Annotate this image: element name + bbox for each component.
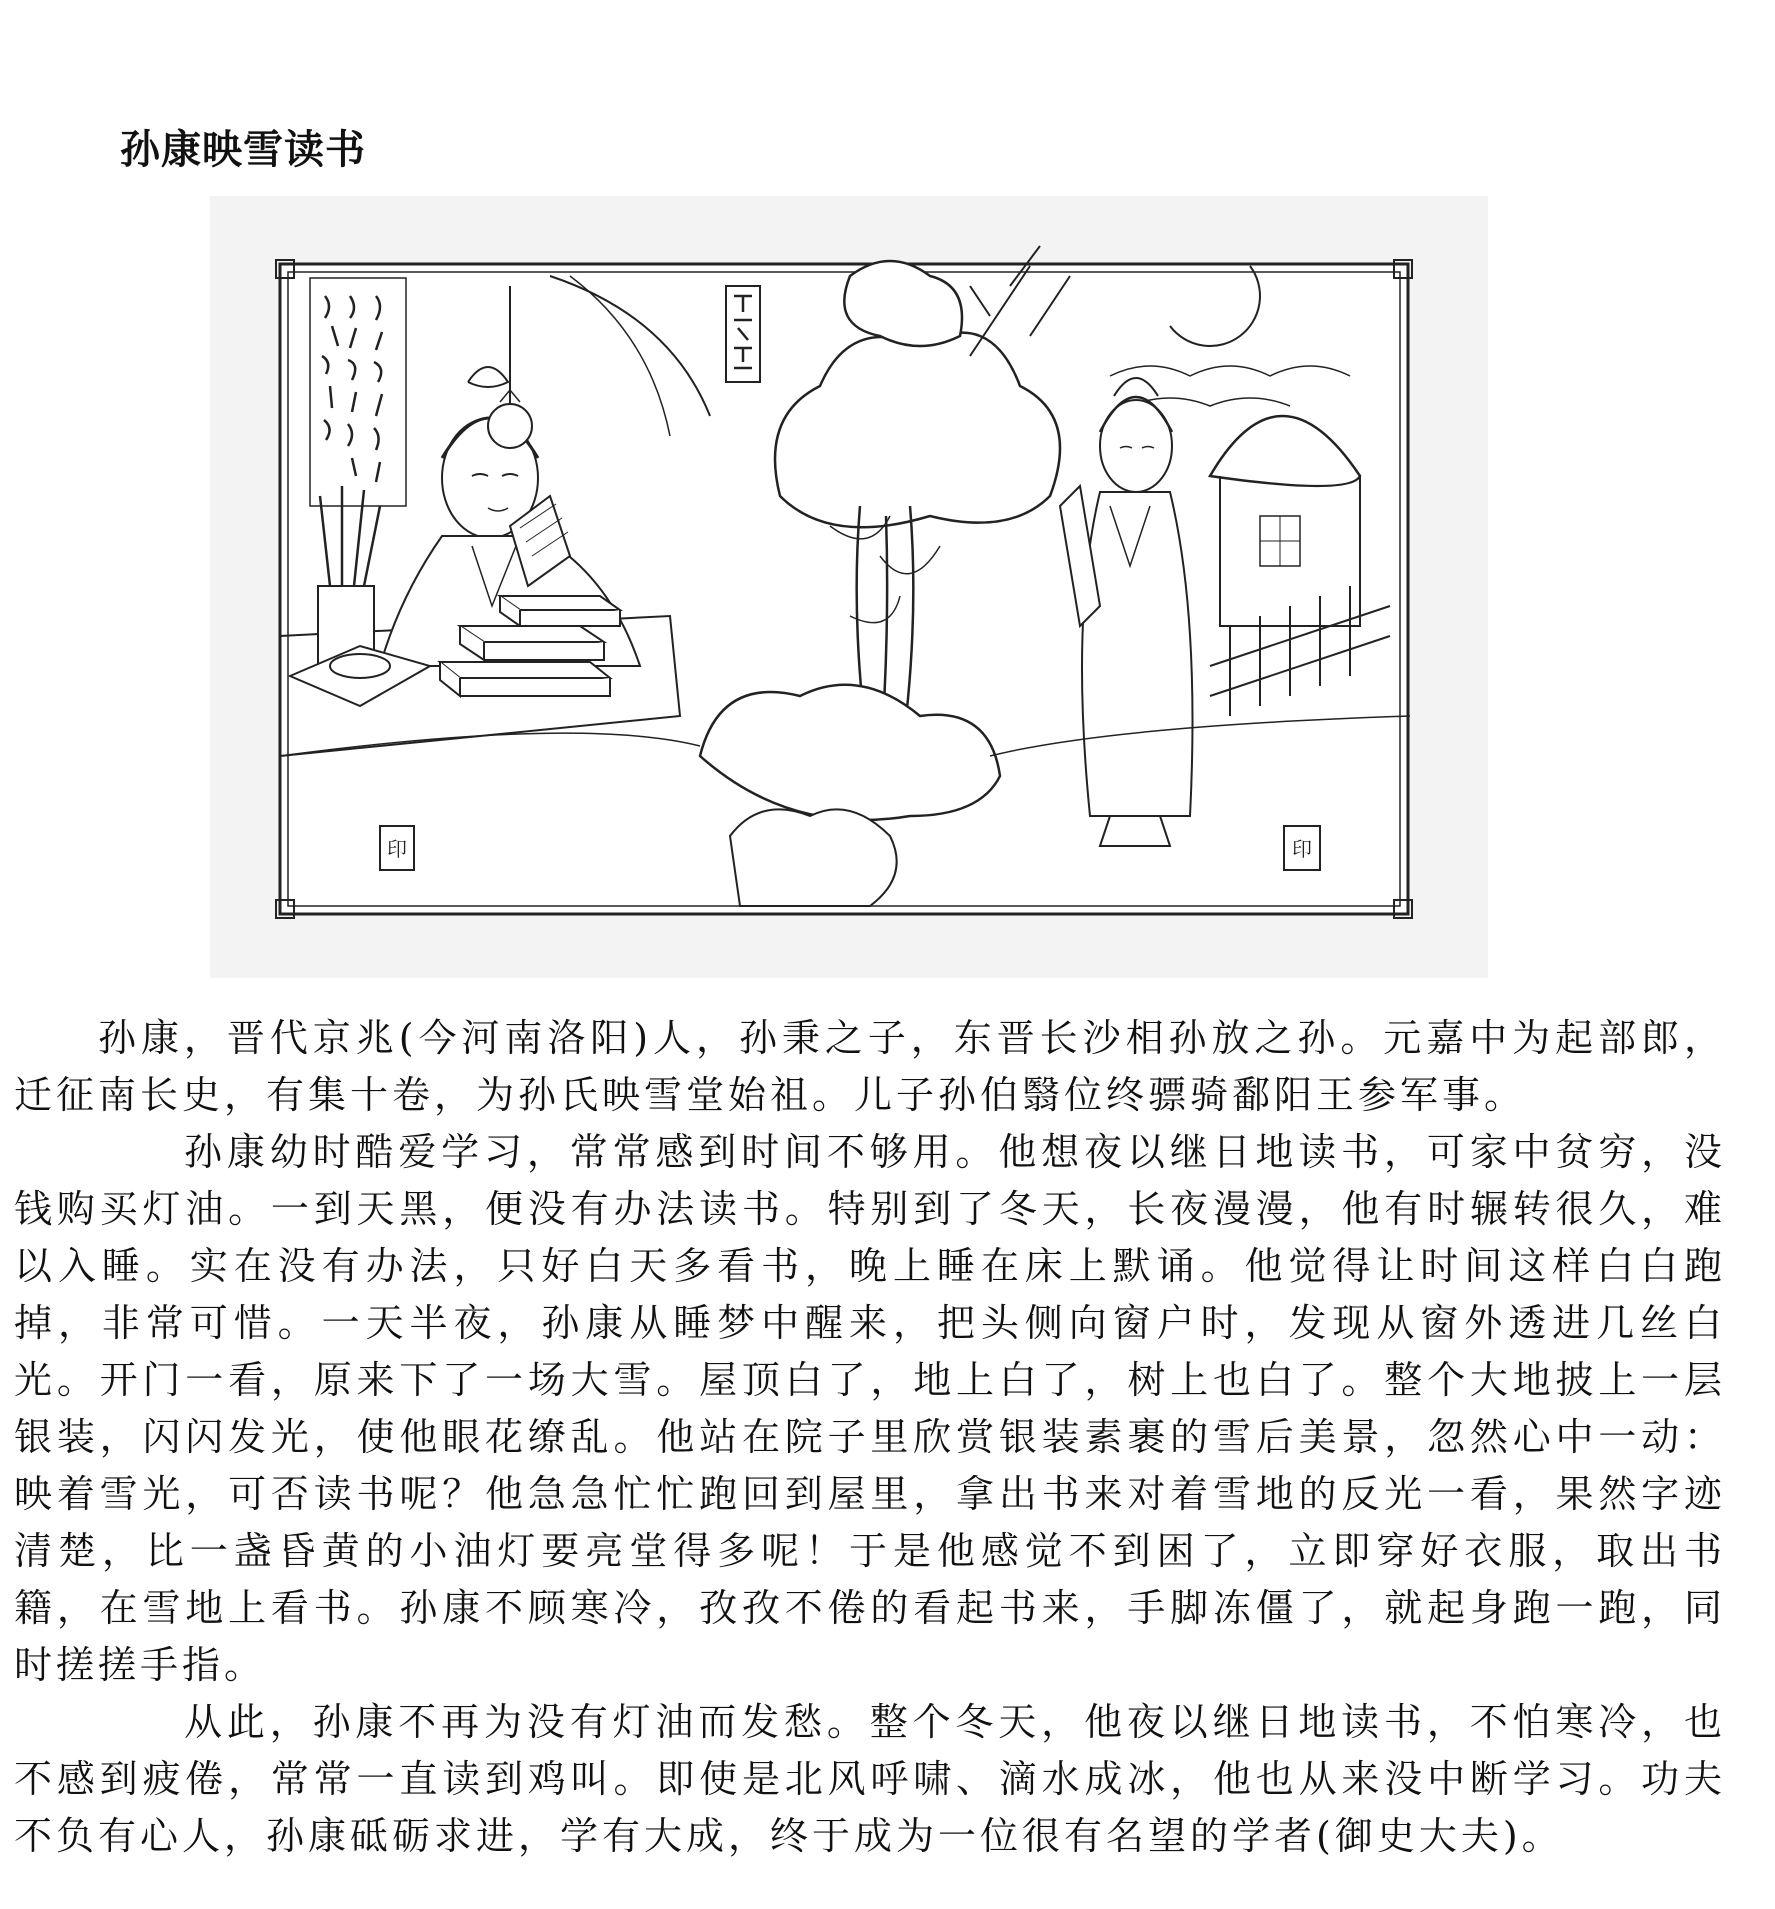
seal-left: 印 — [387, 837, 407, 861]
page-title: 孙康映雪读书 — [120, 127, 366, 173]
illustration — [210, 196, 1488, 978]
paragraph-2: 孙康幼时酷爱学习，常常感到时间不够用。他想夜以继日地读书，可家中贫穷，没钱购买灯油。一到天黑，便没有办法读书。特别到了冬天，长夜漫漫，他有时辗转很久，难以入睡。实在没有办法，只好白天多看书，晚上睡在床上默诵。他觉得让时间这样白白跑掉，非常可惜。一天半夜，孙康从睡梦中醒来，把头侧向窗户时，发现从窗外透进几丝白光。开门一看，原来下了一场大雪。屋顶白了，地上白了，树上也白了。整个大地披上一层银装，闪闪发光，使他眼花缭乱。他站在院子里欣赏银装素裹的雪后美景，忽然心中一动：映着雪光，可否读书呢？他急急忙忙跑回到屋里，拿出书来对着雪地的反光一看，果然字迹清楚，比一盏昏黄的小油灯要亮堂得多呢！于是他感觉不到困了，立即穿好衣服，取出书籍，在雪地上看书。孙康不顾寒冷，孜孜不倦的看起书来，手脚冻僵了，就起身跑一跑，同时搓搓手指。 — [14, 1130, 1726, 1687]
seal-right: 印 — [1292, 837, 1312, 861]
article-body — [14, 1010, 1726, 1865]
paragraph-3: 从此，孙康不再为没有灯油而发愁。整个冬天，他夜以继日地读书，不怕寒冷，也不感到疲倦，常常一直读到鸡叫。即使是北风呼啸、滴水成冰，他也从来没中断学习。功夫不负有心人，孙康砥砺求进，学有大成，终于成为一位很有名望的学者(御史大夫)。 — [14, 1700, 1726, 1858]
paragraph-1: 孙康，晋代京兆(今河南洛阳)人，孙秉之子，东晋长沙相孙放之孙。元嘉中为起部郎，迁征南长史，有集十卷，为孙氏映雪堂始祖。儿子孙伯翳位终骠骑鄱阳王参军事。 — [14, 1016, 1726, 1117]
